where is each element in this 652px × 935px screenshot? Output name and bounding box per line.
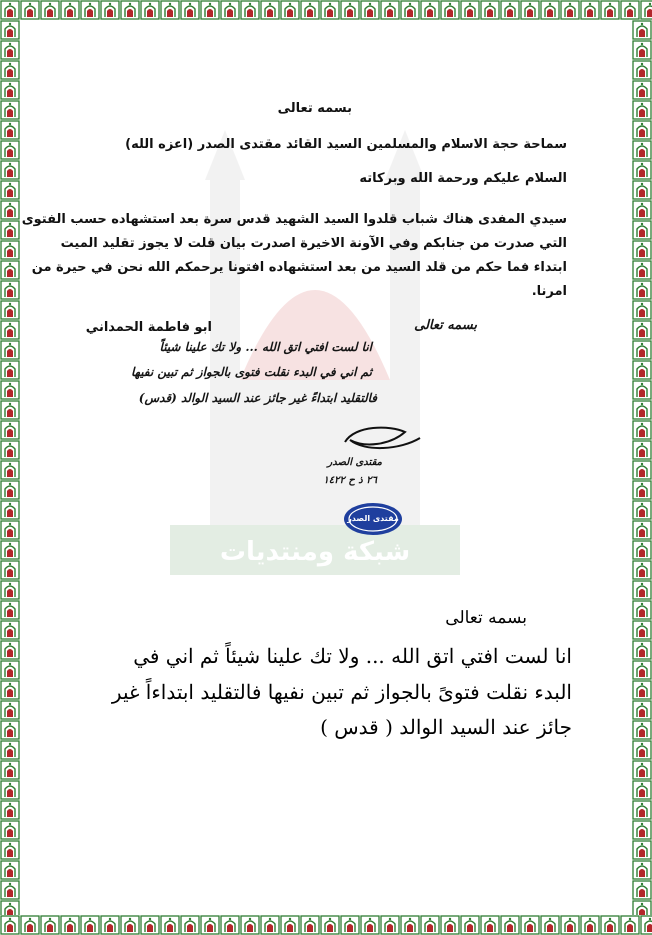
border-tile [632,680,652,700]
border-tile [0,915,20,935]
watermark-text: شبكة ومنتديات [219,537,411,567]
border-tile [0,20,20,40]
border-tile [0,860,20,880]
border-tile [0,620,20,640]
border-tile [160,915,180,935]
border-tile [380,0,400,20]
border-tile [632,80,652,100]
border-tile [120,0,140,20]
border-tile [220,915,240,935]
border-tile [220,0,240,20]
border-tile [632,820,652,840]
transcription-heading: بسمه تعالى [445,608,527,628]
border-tile [180,915,200,935]
border-tile [460,0,480,20]
border-tile [300,0,320,20]
border-tile [632,200,652,220]
border-tile [80,915,100,935]
border-tile [0,260,20,280]
border-tile [0,880,20,900]
border-tile [600,915,620,935]
border-tile [0,560,20,580]
letter-greeting: السلام عليكم ورحمة الله وبركاته [359,171,567,186]
border-tile [0,600,20,620]
border-tile [280,915,300,935]
signature-flourish [330,420,430,460]
border-tile [632,240,652,260]
border-tile [632,500,652,520]
border-tile [300,915,320,935]
border-tile [640,915,652,935]
border-tile [280,0,300,20]
border-tile [632,100,652,120]
seal-stamp [343,502,403,536]
border-tile [420,915,440,935]
border-tile [260,0,280,20]
letter-body-line: امرنا. [531,284,567,299]
border-tile [520,915,540,935]
border-tile [140,0,160,20]
border-tile [0,640,20,660]
letter-body-line: سيدي المفدى هناك شباب قلدوا السيد الشهيد قدس سرة بعد استشهاده حسب الفتوى [21,212,567,227]
border-tile [632,380,652,400]
handwritten-line: انا لست افتي اتق الله ... ولا تك علينا شيئاً [159,340,372,354]
border-tile [0,280,20,300]
border-tile [380,915,400,935]
letter-addressee: سماحة حجة الاسلام والمسلمين السيد القائد مقتدى الصدر (اعزه الله) [125,137,567,152]
border-tile [0,0,20,20]
border-tile [632,420,652,440]
border-tile [0,700,20,720]
border-tile [632,700,652,720]
border-tile [440,915,460,935]
border-tile [632,220,652,240]
border-tile [0,400,20,420]
border-tile [240,915,260,935]
border-tile [200,915,220,935]
border-tile [480,0,500,20]
border-tile [560,915,580,935]
border-tile [632,360,652,380]
border-tile [0,740,20,760]
border-tile [0,760,20,780]
border-tile [0,680,20,700]
letter-body-line: ابتداء فما حكم من قلد السيد من بعد استشهاده افتونا يرحمكم الله نحن في حيرة من [31,260,567,275]
border-tile [0,900,20,915]
border-tile [0,580,20,600]
border-tile [0,480,20,500]
border-tile [0,380,20,400]
border-tile [40,915,60,935]
border-tile [0,540,20,560]
border-tile [632,440,652,460]
border-tile [632,160,652,180]
border-tile [0,160,20,180]
border-tile [420,0,440,20]
handwritten-line: فالتقليد ابتداءً غير جائز عند السيد الوالد (قدس) [138,391,377,405]
border-tile [632,280,652,300]
border-tile [440,0,460,20]
border-tile [320,0,340,20]
transcription-line: البدء نقلت فتوىً بالجواز ثم تبين نفيها فالتقليد ابتداءاً غير [111,680,572,704]
border-tile [500,0,520,20]
border-tile [40,0,60,20]
signature-name: مقتدى الصدر [327,457,382,468]
border-tile [632,460,652,480]
border-tile [560,0,580,20]
border-tile [0,720,20,740]
stamp-text: مقتدى الصدر [347,514,399,523]
border-tile [540,915,560,935]
border-tile [100,0,120,20]
border-tile [632,640,652,660]
letter-sender: ابو فاطمة الحمداني [85,320,212,335]
border-tile [580,915,600,935]
border-tile [20,915,40,935]
border-tile [0,220,20,240]
border-tile [0,500,20,520]
border-tile [0,200,20,220]
decorative-border-right [632,20,652,915]
border-tile [0,120,20,140]
border-tile [0,840,20,860]
border-tile [0,240,20,260]
border-tile [632,880,652,900]
border-tile [260,915,280,935]
border-tile [0,780,20,800]
border-tile [0,820,20,840]
border-tile [140,915,160,935]
decorative-border-bottom [0,915,652,935]
border-tile [0,300,20,320]
border-tile [632,120,652,140]
border-tile [632,340,652,360]
border-tile [0,140,20,160]
border-tile [460,915,480,935]
border-tile [632,580,652,600]
decorative-border-top [0,0,652,20]
border-tile [632,20,652,40]
border-tile [520,0,540,20]
border-tile [0,440,20,460]
border-tile [640,0,652,20]
border-tile [20,0,40,20]
border-tile [632,620,652,640]
letter-heading: بسمه تعالى [277,101,352,116]
mosque-watermark [150,120,480,590]
border-tile [632,140,652,160]
border-tile [632,720,652,740]
border-tile [0,360,20,380]
border-tile [0,320,20,340]
transcription-line: انا لست افتي اتق الله ... ولا تك علينا شيئاً ثم اني في [133,644,572,668]
border-tile [0,800,20,820]
border-tile [120,915,140,935]
border-tile [632,400,652,420]
border-tile [632,480,652,500]
border-tile [632,300,652,320]
border-tile [0,60,20,80]
border-tile [632,60,652,80]
border-tile [80,0,100,20]
border-tile [340,915,360,935]
border-tile [60,0,80,20]
border-tile [360,0,380,20]
handwritten-line: ثم اني في البدء نقلت فتوى بالجواز ثم تبين نفيها [131,365,372,379]
border-tile [632,800,652,820]
border-tile [632,520,652,540]
decorative-border-left [0,20,20,915]
border-tile [632,560,652,580]
border-tile [160,0,180,20]
border-tile [540,0,560,20]
border-tile [632,840,652,860]
border-tile [360,915,380,935]
border-tile [240,0,260,20]
border-tile [0,660,20,680]
border-tile [400,915,420,935]
border-tile [620,915,640,935]
border-tile [632,740,652,760]
border-tile [480,915,500,935]
border-tile [632,180,652,200]
border-tile [0,520,20,540]
border-tile [400,0,420,20]
border-tile [632,760,652,780]
border-tile [340,0,360,20]
border-tile [180,0,200,20]
border-tile [100,915,120,935]
border-tile [0,340,20,360]
border-tile [620,0,640,20]
handwritten-heading: بسمه تعالى [414,318,477,333]
border-tile [0,420,20,440]
border-tile [580,0,600,20]
border-tile [0,180,20,200]
border-tile [320,915,340,935]
border-tile [0,40,20,60]
border-tile [632,660,652,680]
border-tile [632,40,652,60]
letter-body-line: التي صدرت من جنابكم وفي الآونة الاخيرة اصدرت بيان قلت لا يجوز تقليد الميت [60,236,567,251]
border-tile [632,260,652,280]
border-tile [0,80,20,100]
border-tile [632,860,652,880]
transcription-line: جائز عند السيد الوالد ( قدس ) [320,715,572,739]
border-tile [632,600,652,620]
border-tile [632,320,652,340]
border-tile [0,100,20,120]
border-tile [0,460,20,480]
border-tile [200,0,220,20]
border-tile [60,915,80,935]
border-tile [632,540,652,560]
border-tile [500,915,520,935]
border-tile [632,780,652,800]
border-tile [632,900,652,915]
signature-date: ٢٦ ذ ح ١٤٢٢ [323,475,377,486]
border-tile [600,0,620,20]
